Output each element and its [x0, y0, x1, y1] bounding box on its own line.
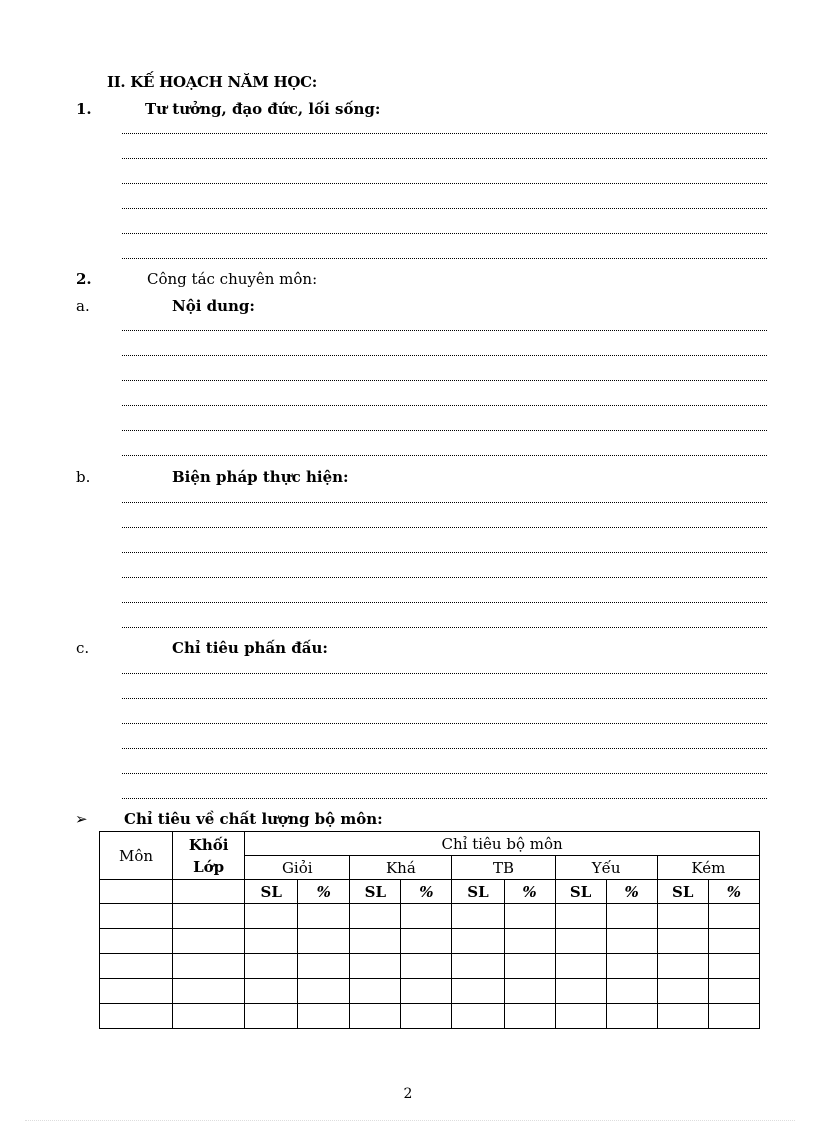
table-cell[interactable]: [245, 954, 298, 979]
table-cell[interactable]: [401, 979, 452, 1004]
quality-table: [99, 831, 760, 1029]
item2a-number: a.: [76, 297, 90, 315]
writing-line[interactable]: [122, 258, 767, 259]
table-cell[interactable]: [245, 979, 298, 1004]
table-cell[interactable]: [298, 929, 350, 954]
table-cell[interactable]: [100, 929, 173, 954]
header-sl: SL: [350, 880, 401, 904]
table-cell[interactable]: [173, 929, 245, 954]
table-cell[interactable]: [452, 979, 504, 1004]
header-sl: SL: [657, 880, 708, 904]
table-cell[interactable]: [298, 954, 350, 979]
table-cell[interactable]: [100, 1004, 173, 1029]
header-group: Chỉ tiêu bộ môn: [245, 832, 760, 856]
table-cell[interactable]: [504, 979, 555, 1004]
table-cell[interactable]: [606, 904, 657, 929]
table-cell[interactable]: [504, 954, 555, 979]
table-cell[interactable]: [173, 954, 245, 979]
table-cell[interactable]: [555, 904, 606, 929]
item2a-label: Nội dung:: [172, 297, 255, 315]
item2b-label: Biện pháp thực hiện:: [172, 468, 349, 486]
table-cell[interactable]: [708, 904, 759, 929]
table-row: [100, 979, 760, 1004]
footer-divider: [25, 1120, 795, 1121]
header-pct: %: [606, 880, 657, 904]
writing-line[interactable]: [122, 527, 767, 528]
writing-line[interactable]: [122, 183, 767, 184]
table-cell[interactable]: [350, 979, 401, 1004]
quality-label: Chỉ tiêu về chất lượng bộ môn:: [124, 810, 383, 828]
section-title: II. KẾ HOẠCH NĂM HỌC:: [107, 73, 317, 91]
table-cell[interactable]: [606, 954, 657, 979]
header-khoi-lop: Khối Lớp: [173, 832, 245, 880]
table-cell[interactable]: [100, 904, 173, 929]
table-cell[interactable]: [245, 904, 298, 929]
table-cell[interactable]: [452, 954, 504, 979]
header-level: Yếu: [555, 856, 657, 880]
header-pct: %: [298, 880, 350, 904]
header-blank: [173, 880, 245, 904]
item2c-number: c.: [76, 639, 90, 657]
table-cell[interactable]: [100, 954, 173, 979]
header-blank: [100, 880, 173, 904]
table-cell[interactable]: [350, 929, 401, 954]
writing-line[interactable]: [122, 405, 767, 406]
table-cell[interactable]: [657, 1004, 708, 1029]
table-cell[interactable]: [350, 954, 401, 979]
table-row: [100, 954, 760, 979]
table-cell[interactable]: [173, 904, 245, 929]
table-cell[interactable]: [401, 904, 452, 929]
table-cell[interactable]: [298, 979, 350, 1004]
table-cell[interactable]: [708, 979, 759, 1004]
item2-label: Công tác chuyên môn:: [147, 270, 318, 288]
writing-line[interactable]: [122, 455, 767, 456]
table-cell[interactable]: [100, 979, 173, 1004]
item1-label: Tư tưởng, đạo đức, lối sống:: [145, 100, 381, 118]
table-cell[interactable]: [401, 954, 452, 979]
header-sl: SL: [555, 880, 606, 904]
table-cell[interactable]: [245, 1004, 298, 1029]
header-level: TB: [452, 856, 555, 880]
table-cell[interactable]: [657, 979, 708, 1004]
table-cell[interactable]: [173, 979, 245, 1004]
writing-line[interactable]: [122, 380, 767, 381]
writing-line[interactable]: [122, 208, 767, 209]
writing-line[interactable]: [122, 698, 767, 699]
table-cell[interactable]: [504, 1004, 555, 1029]
table-cell[interactable]: [245, 929, 298, 954]
table-cell[interactable]: [452, 904, 504, 929]
table-cell[interactable]: [708, 929, 759, 954]
writing-line[interactable]: [122, 502, 767, 503]
table-cell[interactable]: [657, 904, 708, 929]
table-row: [100, 904, 760, 929]
table-cell[interactable]: [173, 1004, 245, 1029]
item1-number: 1.: [76, 100, 92, 118]
item2b-number: b.: [76, 468, 91, 486]
table-cell[interactable]: [452, 1004, 504, 1029]
table-cell[interactable]: [555, 979, 606, 1004]
writing-line[interactable]: [122, 773, 767, 774]
table-cell[interactable]: [401, 929, 452, 954]
writing-line[interactable]: [122, 673, 767, 674]
table-cell[interactable]: [708, 954, 759, 979]
table-cell[interactable]: [350, 1004, 401, 1029]
writing-line[interactable]: [122, 627, 767, 628]
table-cell[interactable]: [708, 1004, 759, 1029]
item2c-label: Chỉ tiêu phấn đấu:: [172, 639, 328, 657]
item2-number: 2.: [76, 270, 92, 288]
table-cell[interactable]: [504, 904, 555, 929]
table-cell[interactable]: [350, 904, 401, 929]
header-sl: SL: [245, 880, 298, 904]
writing-line[interactable]: [122, 577, 767, 578]
writing-line[interactable]: [122, 748, 767, 749]
table-row: [100, 929, 760, 954]
writing-line[interactable]: [122, 233, 767, 234]
writing-line[interactable]: [122, 602, 767, 603]
table-cell[interactable]: [606, 1004, 657, 1029]
table-cell[interactable]: [555, 1004, 606, 1029]
header-pct: %: [401, 880, 452, 904]
header-level: Kém: [657, 856, 759, 880]
table-cell[interactable]: [298, 1004, 350, 1029]
writing-line[interactable]: [122, 798, 767, 799]
writing-line[interactable]: [122, 158, 767, 159]
table-cell[interactable]: [504, 929, 555, 954]
arrow-bullet-icon: ➢: [75, 810, 88, 828]
table-cell[interactable]: [606, 929, 657, 954]
table-row: [100, 1004, 760, 1029]
header-pct: %: [708, 880, 759, 904]
table-cell[interactable]: [657, 954, 708, 979]
table-cell[interactable]: [657, 929, 708, 954]
table-cell[interactable]: [452, 929, 504, 954]
writing-line[interactable]: [122, 330, 767, 331]
table-cell[interactable]: [298, 904, 350, 929]
table-cell[interactable]: [401, 1004, 452, 1029]
header-level: Khá: [350, 856, 452, 880]
writing-line[interactable]: [122, 355, 767, 356]
writing-line[interactable]: [122, 133, 767, 134]
writing-line[interactable]: [122, 430, 767, 431]
header-mon: Môn: [100, 832, 173, 880]
page-number: 2: [403, 1086, 413, 1102]
header-sl: SL: [452, 880, 504, 904]
table-cell[interactable]: [555, 954, 606, 979]
header-pct: %: [504, 880, 555, 904]
table-cell[interactable]: [555, 929, 606, 954]
writing-line[interactable]: [122, 552, 767, 553]
table-cell[interactable]: [606, 979, 657, 1004]
header-level: Giỏi: [245, 856, 350, 880]
writing-line[interactable]: [122, 723, 767, 724]
